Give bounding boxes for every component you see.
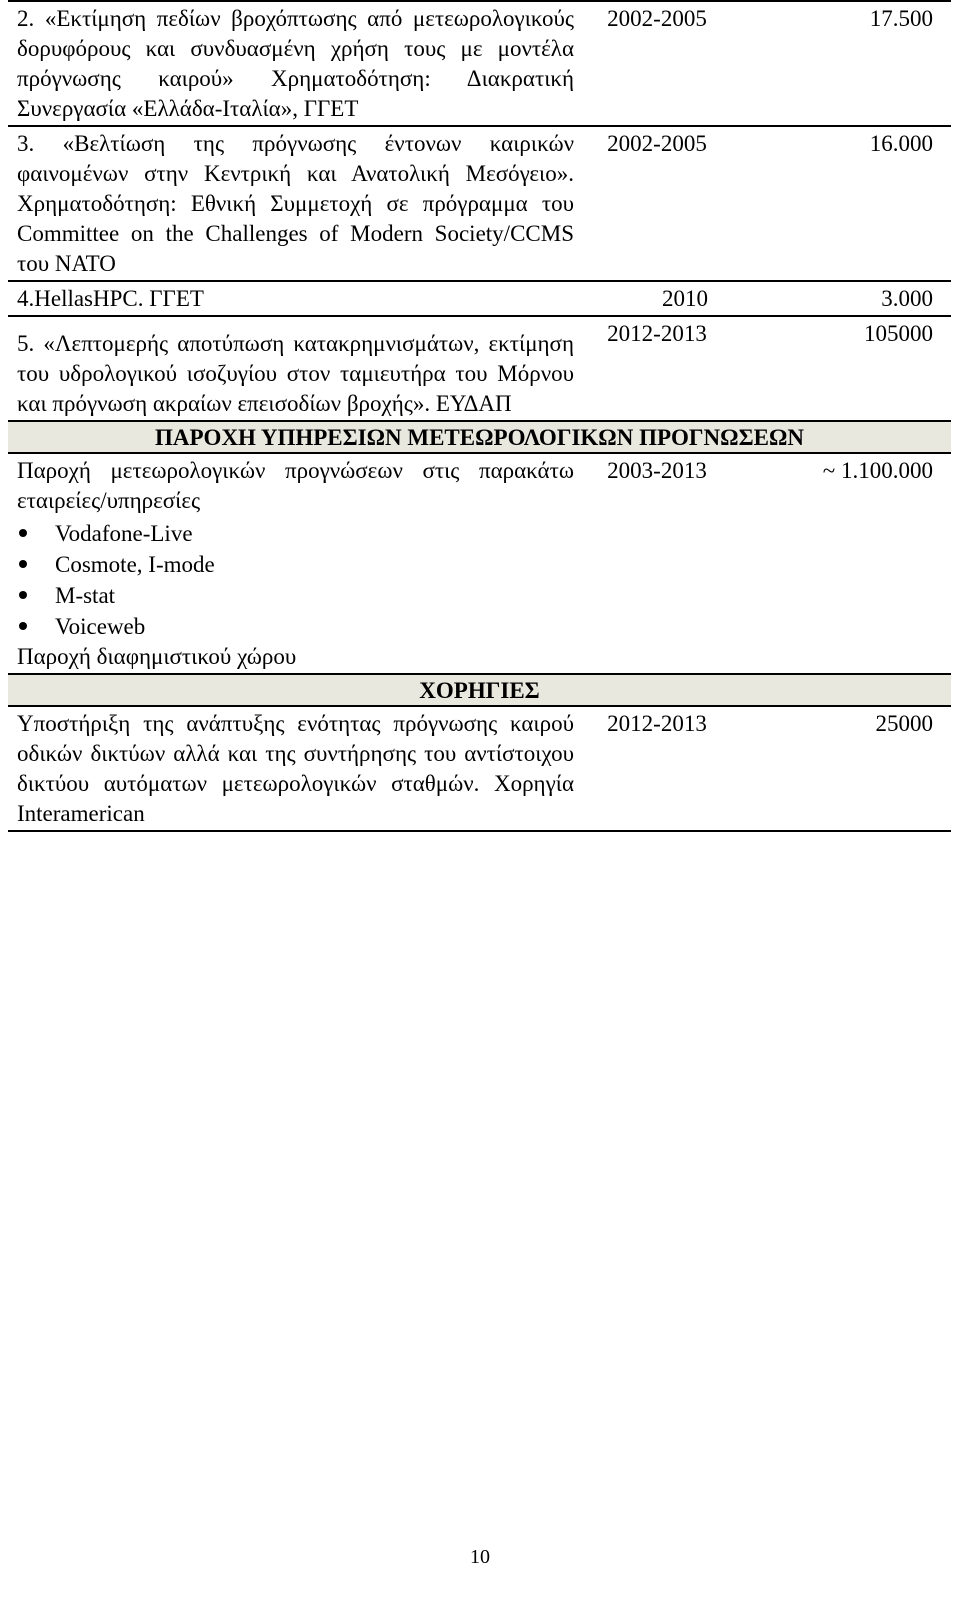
table-row bbox=[8, 126, 951, 281]
project-description: 5. «Λεπτομερής αποτύπωση κατακρημνισμάτων, εκτίμηση του υδρολογικού ισοζυγίου στον ταμιευτήρα του Μόρνου και πρόγνωση ακραίων επεισοδίων βροχής». ΕΥΔΑΠ bbox=[8, 316, 582, 421]
table-row bbox=[8, 706, 951, 831]
section-title: ΠΑΡΟΧΗ ΥΠΗΡΕΣΙΩΝ ΜΕΤΕΩΡΟΛΟΓΙΚΩΝ ΠΡΟΓΝΩΣΕΩΝ bbox=[8, 421, 951, 453]
section-header-sponsorship bbox=[8, 674, 951, 706]
bullet-icon bbox=[19, 622, 27, 630]
project-period: 2002-2005 bbox=[582, 1, 732, 126]
project-period: 2010 bbox=[582, 281, 732, 316]
funding-table bbox=[8, 0, 951, 832]
clients-list bbox=[17, 518, 574, 642]
bullet-icon bbox=[19, 591, 27, 599]
table-row bbox=[8, 1, 951, 126]
document-page bbox=[8, 0, 951, 832]
forecast-period: 2003-2013 bbox=[582, 453, 732, 674]
project-period: 2002-2005 bbox=[582, 126, 732, 281]
table-row bbox=[8, 281, 951, 316]
forecast-services-description bbox=[8, 453, 582, 674]
section-title: ΧΟΡΗΓΙΕΣ bbox=[8, 674, 951, 706]
table-row bbox=[8, 316, 951, 421]
project-description: 2. «Εκτίμηση πεδίων βροχόπτωσης από μετεωρολογικούς δορυφόρους και συνδυασμένη χρήση τους με μοντέλα πρόγνωσης καιρού» Χρηματοδότηση: Διακρατική Συνεργασία «Ελλάδα-Ιταλία», ΓΓΕΤ bbox=[8, 1, 582, 126]
list-item: M-stat bbox=[17, 580, 574, 611]
project-description: 3. «Βελτίωση της πρόγνωσης έντονων καιρικών φαινομένων στην Κεντρική και Ανατολική Μεσόγειο». Χρηματοδότηση: Εθνική Συμμετοχή σε πρόγραμμα του Committee on the Challenges of Modern Society/CCMS του ΝΑΤΟ bbox=[8, 126, 582, 281]
bullet-icon bbox=[19, 529, 27, 537]
bullet-icon bbox=[19, 560, 27, 568]
list-item: Cosmote, I-mode bbox=[17, 549, 574, 580]
advertising-space: Παροχή διαφημιστικού χώρου bbox=[17, 644, 297, 669]
sponsorship-description: Υποστήριξη της ανάπτυξης ενότητας πρόγνωσης καιρού οδικών δικτύων αλλά και της συντήρησης του αντίστοιχου δικτύου αυτόματων μετεωρολογικών σταθμών. Χορηγία Interamerican bbox=[8, 706, 582, 831]
project-amount: 105000 bbox=[732, 316, 951, 421]
project-amount: 3.000 bbox=[732, 281, 951, 316]
project-period: 2012-2013 bbox=[582, 316, 732, 421]
table-row bbox=[8, 453, 951, 674]
sponsorship-period: 2012-2013 bbox=[582, 706, 732, 831]
page-number: 10 bbox=[470, 1546, 490, 1568]
sponsorship-amount: 25000 bbox=[732, 706, 951, 831]
forecast-amount: ~ 1.100.000 bbox=[732, 453, 951, 674]
forecast-intro: Παροχή μετεωρολογικών προγνώσεων στις παρακάτω εταιρείες/υπηρεσίες bbox=[17, 458, 574, 513]
section-header-forecast bbox=[8, 421, 951, 453]
project-description: 4.HellasHPC. ΓΓΕΤ bbox=[8, 281, 582, 316]
project-amount: 16.000 bbox=[732, 126, 951, 281]
list-item: Vodafone-Live bbox=[17, 518, 574, 549]
list-item: Voiceweb bbox=[17, 611, 574, 642]
project-amount: 17.500 bbox=[732, 1, 951, 126]
